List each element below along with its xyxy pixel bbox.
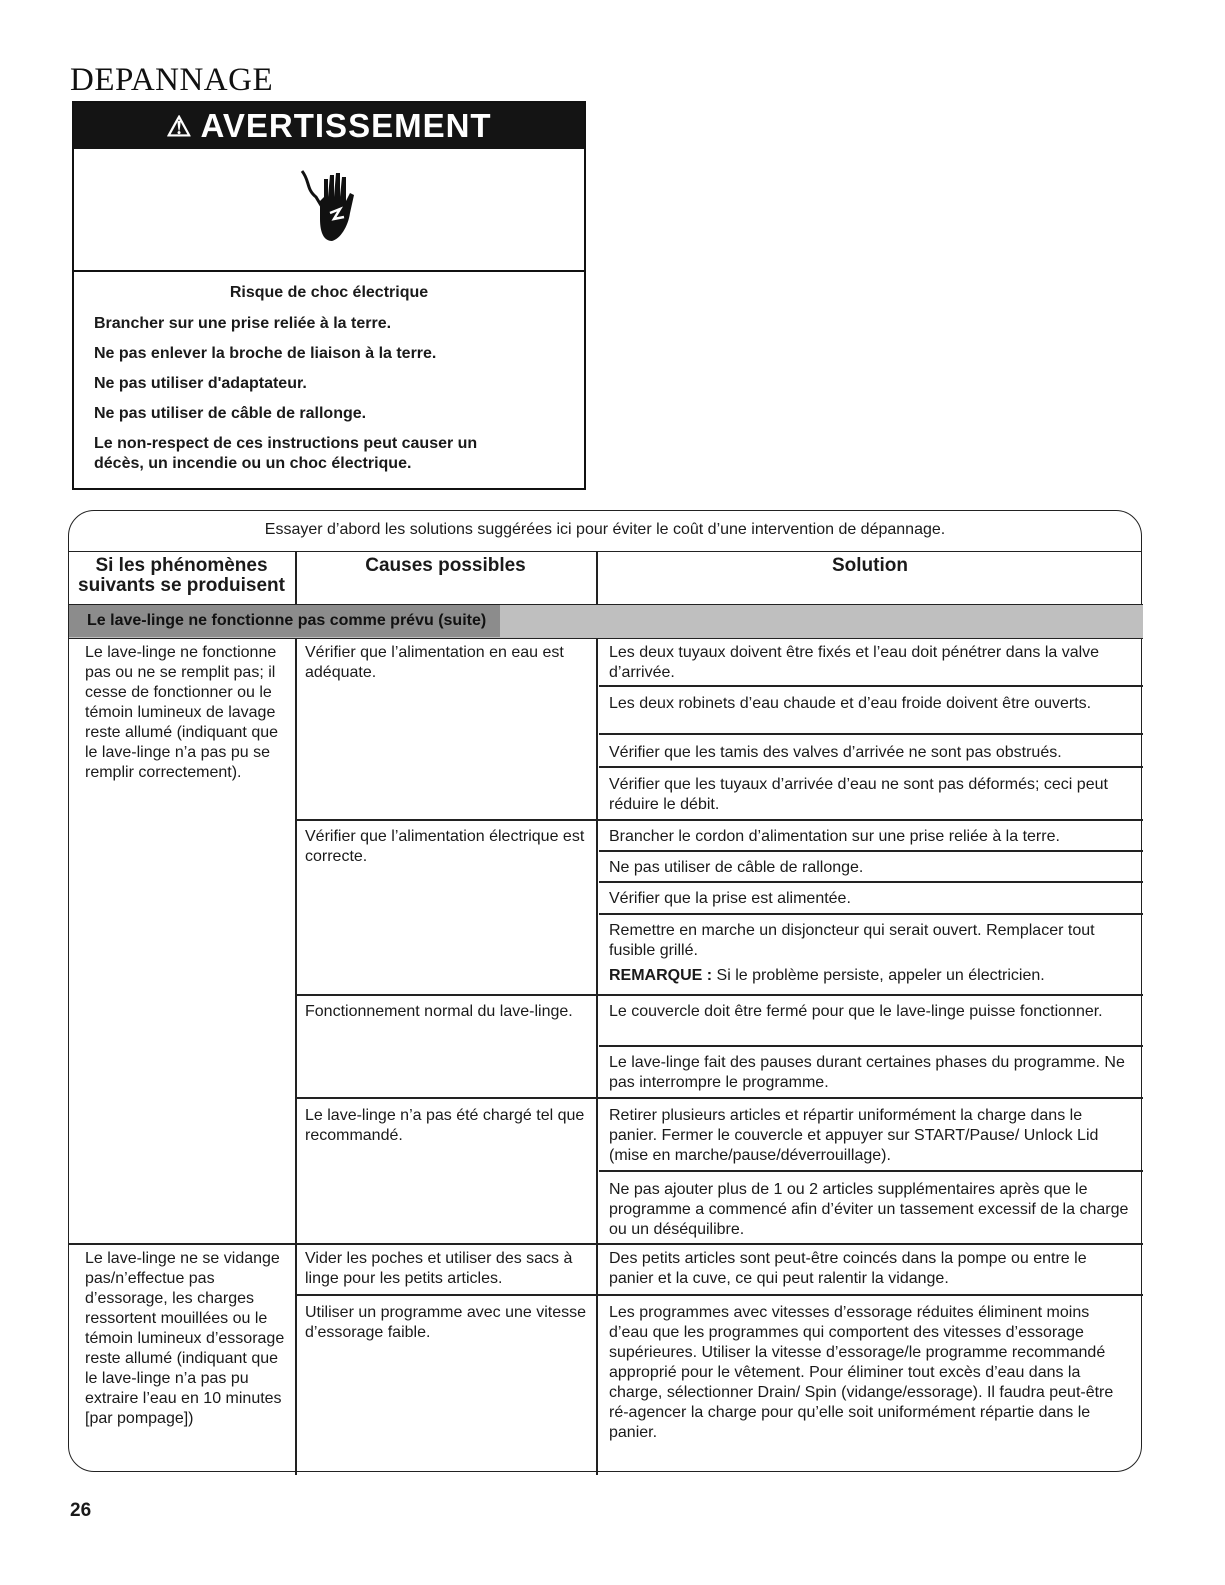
solution-cell: Les deux tuyaux doivent être fixés et l’eau doit pénétrer dans la valve d’arrivée. xyxy=(609,644,1100,681)
row-divider xyxy=(297,994,1143,996)
warning-line: Ne pas utiliser d'adaptateur. xyxy=(94,375,307,392)
warning-header-label: AVERTISSEMENT xyxy=(200,107,492,144)
header-solution: Solution xyxy=(832,555,908,576)
row-divider xyxy=(599,881,1143,883)
symptom-cell: Le lave-linge ne fonctionne pas ou ne se remplit pas; il cesse de fonctionner ou le témoin lumineux de lavage reste allumé (indiquant que le lave-linge n’a pas pu se remplir correctement). xyxy=(85,644,279,781)
header-cause: Causes possibles xyxy=(365,555,526,576)
row-divider xyxy=(297,819,1143,821)
cause-cell: Vider les poches et utiliser des sacs à linge pour les petits articles. xyxy=(305,1250,573,1287)
column-divider xyxy=(596,552,598,605)
row-divider xyxy=(599,733,1143,735)
warning-line: Ne pas utiliser de câble de rallonge. xyxy=(94,405,367,422)
solution-cell: Ne pas utiliser de câble de rallonge. xyxy=(609,859,864,876)
row-divider xyxy=(599,766,1143,768)
troubleshoot-table xyxy=(69,551,1141,1441)
warning-line: Ne pas enlever la broche de liaison à la terre. xyxy=(94,345,437,362)
row-divider xyxy=(297,1097,1143,1099)
row-divider xyxy=(599,685,1143,687)
cause-cell: Fonctionnement normal du lave-linge. xyxy=(305,1003,573,1020)
row-divider xyxy=(599,1045,1143,1047)
electric-shock-hand-icon xyxy=(300,167,362,247)
solution-cell: Vérifier que la prise est alimentée. xyxy=(609,890,851,907)
warning-box xyxy=(72,101,586,490)
table-body xyxy=(69,639,1143,1475)
cause-cell: Le lave-linge n’a pas été chargé tel que recommandé. xyxy=(305,1107,585,1144)
row-divider xyxy=(297,1294,1143,1296)
page-number: 26 xyxy=(70,1500,92,1521)
section-title: Le lave-linge ne fonctionne pas comme prévu (suite) xyxy=(69,605,500,637)
page-title: DEPANNAGE xyxy=(70,62,274,98)
solution-cell: Retirer plusieurs articles et répartir uniformément la charge dans le panier. Fermer le couvercle et appuyer sur START/Pause/ Unlock Lid (mise en marche/pause/déverrouillage). xyxy=(609,1107,1099,1164)
warning-text xyxy=(74,272,584,474)
solution-cell: Vérifier que les tamis des valves d’arrivée ne sont pas obstrués. xyxy=(609,744,1062,761)
row-divider xyxy=(599,850,1143,852)
column-divider xyxy=(295,552,297,605)
solution-cell: Les deux robinets d’eau chaude et d’eau froide doivent être ouverts. xyxy=(609,695,1092,712)
solution-cell: Les programmes avec vitesses d’essorage réduites éliminent moins d’eau que les programmes qui comportent des vitesses d’essorage supérieures. Utiliser la vitesse d’essorage/le programme recommandé approprié pour le vêtement. Pour éliminer tout excès d’eau dans la charge, sélectionner Drain/ Spin (vidange/essorage). Il faudra peut-être ré-agencer la charge pour qu’elle soit uniformément répartie dans le panier. xyxy=(609,1304,1114,1441)
symptom-cell: Le lave-linge ne se vidange pas/n’effectue pas d’essorage, les charges ressortent mouillées ou le témoin lumineux d’essorage reste allumé (indiquant que le lave-linge n’a pas pu extraire l’eau en 10 minutes [par pompage]) xyxy=(85,1250,285,1427)
solution-cell: Vérifier que les tuyaux d’arrivée d’eau ne sont pas déformés; ceci peut réduire le débit. xyxy=(609,776,1108,813)
solution-cell: Remettre en marche un disjoncteur qui serait ouvert. Remplacer tout fusible grillé. xyxy=(609,922,1095,959)
row-divider xyxy=(599,913,1143,915)
solution-cell: Le lave-linge fait des pauses durant certaines phases du programme. Ne pas interrompre le programme. xyxy=(609,1054,1125,1091)
note-label: REMARQUE : xyxy=(609,967,713,984)
troubleshoot-panel xyxy=(68,510,1142,1472)
intro-text: Essayer d’abord les solutions suggérées ici pour éviter le coût d’une intervention de dépannage. xyxy=(264,521,946,538)
row-divider xyxy=(599,1170,1143,1172)
solution-note xyxy=(609,966,1129,986)
solution-cell: Le couvercle doit être fermé pour que le lave-linge puisse fonctionner. xyxy=(609,1003,1103,1020)
solution-cell: Ne pas ajouter plus de 1 ou 2 articles supplémentaires après que le programme a commencé afin d’éviter un tassement excessif de la charge ou un déséquilibre. xyxy=(609,1181,1129,1238)
warning-risk: Risque de choc électrique xyxy=(229,284,429,301)
column-divider xyxy=(295,639,297,1475)
row-divider xyxy=(69,1243,1143,1245)
section-bar xyxy=(69,604,1143,639)
note-text: Si le problème persiste, appeler un électricien. xyxy=(712,967,1045,984)
warning-triangle-icon: ⚠ xyxy=(166,110,193,142)
warning-line: Le non-respect de ces instructions peut causer un décès, un incendie ou un choc électrique. xyxy=(94,435,478,472)
warning-header xyxy=(74,103,584,149)
warning-icon-area xyxy=(74,149,584,272)
warning-line: Brancher sur une prise reliée à la terre. xyxy=(94,315,392,332)
table-header-row xyxy=(69,551,1141,605)
solution-cell: Brancher le cordon d’alimentation sur une prise reliée à la terre. xyxy=(609,828,1060,845)
column-divider xyxy=(596,639,598,1475)
cause-cell: Vérifier que l’alimentation électrique est correcte. xyxy=(305,828,585,865)
cause-cell: Utiliser un programme avec une vitesse d’essorage faible. xyxy=(305,1304,587,1341)
cause-cell: Vérifier que l’alimentation en eau est adéquate. xyxy=(305,644,564,681)
header-symptom: Si les phénomènes suivants se produisent xyxy=(78,555,285,596)
solution-cell: Des petits articles sont peut-être coincés dans la pompe ou entre le panier et la cuve, ce qui peut ralentir la vidange. xyxy=(609,1250,1087,1287)
